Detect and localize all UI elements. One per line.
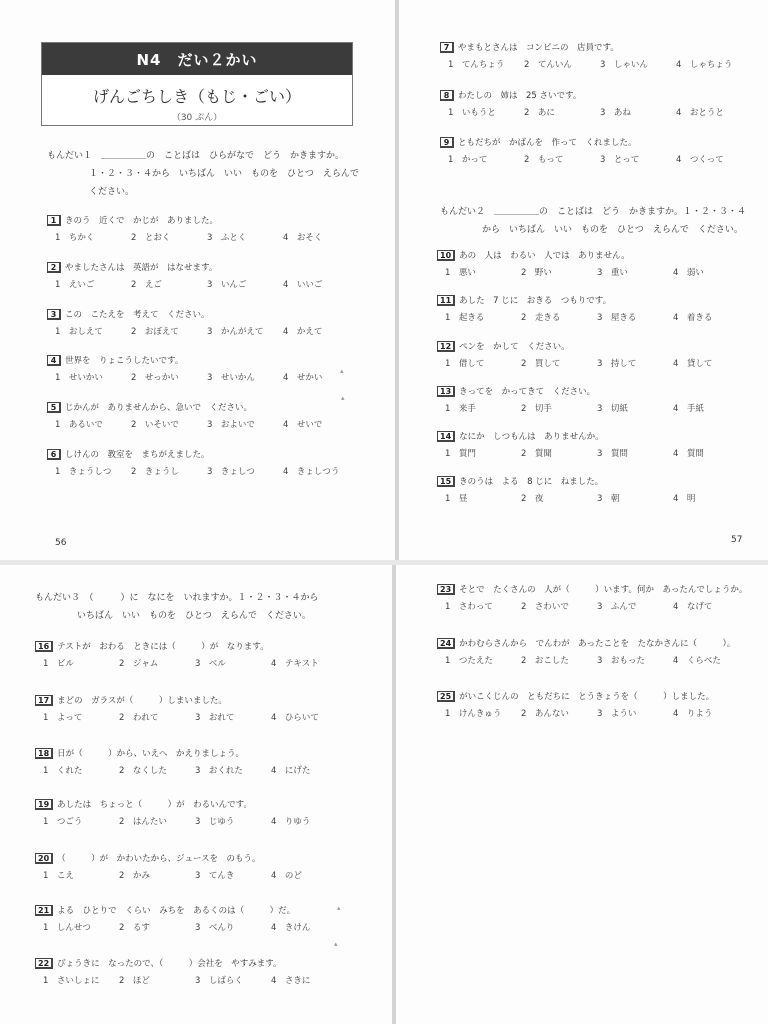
question-number: 12 (437, 341, 455, 352)
answer-option[interactable]: 2 かみ (119, 871, 150, 881)
page-number-right: 57 (731, 535, 743, 545)
question-20 (35, 851, 302, 882)
question-12 (437, 339, 713, 370)
answer-option[interactable]: 4 おとうと (676, 108, 724, 118)
answer-option[interactable]: 3 てんき (195, 871, 235, 881)
scan-seam (0, 560, 768, 565)
answer-option[interactable]: 2 おこした (521, 656, 569, 666)
answer-option[interactable]: 4 のど (271, 871, 302, 881)
question-text: 日が（ ）から、いえへ かえりましょう。 (57, 749, 244, 759)
answer-option[interactable]: 2 せっかい (131, 373, 179, 383)
question-line (47, 260, 217, 274)
question-number: 17 (35, 695, 53, 706)
answer-option[interactable]: 1 よって (43, 713, 83, 723)
instruction-text: （ ）に なにを いれますか。１・２・３・４から (89, 593, 319, 603)
question-21 (35, 903, 311, 934)
answer-options (440, 153, 724, 166)
answer-option[interactable]: 4 テキスト (271, 659, 319, 669)
question-text: しけんの 教室を まちがえました。 (65, 450, 210, 460)
question-text: がいこくじんの ともだちに とうきょうを（ ）しました。 (459, 692, 715, 702)
answer-options (437, 266, 704, 279)
question-number: 24 (437, 638, 455, 649)
question-5 (47, 400, 323, 431)
question-number: 10 (437, 250, 455, 261)
answer-option[interactable]: 1 昼 (445, 494, 468, 504)
answer-option[interactable]: 2 野い (521, 268, 552, 278)
answer-options (437, 600, 747, 613)
answer-option[interactable]: 4 ひらいて (271, 713, 319, 723)
question-13 (437, 384, 704, 415)
question-17 (35, 693, 319, 724)
question-text: よる ひとりで くらい みちを あるくのは（ ）だ。 (57, 906, 296, 916)
answer-option[interactable]: 1 てんちょう (448, 60, 505, 70)
answer-option[interactable]: 2 てんいん (524, 60, 572, 70)
question-line (47, 400, 252, 414)
answer-options (35, 657, 319, 670)
answer-option[interactable]: 2 切手 (521, 404, 552, 414)
question-text: やまもとさんは コンビニの 店員です。 (458, 43, 619, 53)
answer-option[interactable]: 4 せいで (283, 420, 323, 430)
answer-options (35, 869, 302, 882)
answer-option[interactable]: 2 あんない (521, 709, 569, 719)
answer-option[interactable]: 1 つごう (43, 817, 83, 827)
answer-option[interactable]: 3 せいかん (207, 373, 255, 383)
question-text: なにか しつもんは ありませんか。 (459, 432, 604, 442)
answer-option[interactable]: 3 ふんで (597, 602, 637, 612)
question-text: きのう 近くで かじが ありました。 (65, 216, 219, 226)
answer-option[interactable]: 1 ビル (43, 659, 74, 669)
answer-option[interactable]: 2 るす (119, 923, 150, 933)
answer-options (437, 402, 704, 415)
question-text: あした 7 じに おきる つもりです。 (459, 296, 612, 306)
question-10 (437, 248, 704, 279)
answer-option[interactable]: 3 ようい (597, 709, 637, 719)
answer-option[interactable]: 1 しんせつ (43, 923, 91, 933)
page-right-bottom (396, 565, 768, 1024)
answer-option[interactable]: 2 きょうし (131, 467, 179, 477)
answer-option[interactable]: 4 手紙 (673, 404, 704, 414)
answer-option[interactable]: 1 けんきゅう (445, 709, 502, 719)
question-line (437, 293, 611, 307)
question-line (437, 474, 603, 488)
answer-option[interactable]: 2 もって (524, 155, 564, 165)
answer-option[interactable]: 4 さきに (271, 976, 311, 986)
answer-option[interactable]: 4 にげた (271, 766, 311, 776)
instruction-text: １・２・３・４から いちばん いい ものを ひとつ えらんで (89, 169, 359, 179)
answer-options (47, 278, 323, 291)
answer-options (35, 764, 311, 777)
answer-option[interactable]: 2 おぼえて (131, 327, 179, 337)
answer-options (437, 357, 713, 370)
answer-option[interactable]: 1 さいしょに (43, 976, 100, 986)
answer-options (437, 492, 696, 505)
answer-option[interactable]: 2 夜 (521, 494, 544, 504)
answer-options (440, 106, 724, 119)
answer-options (47, 371, 323, 384)
test-section-title: げんごちしき（もじ・ごい） (92, 87, 301, 106)
answer-option[interactable]: 3 ふとく (207, 233, 247, 243)
question-text: まどの ガラスが（ ）しまいました。 (57, 696, 227, 706)
question-line (35, 746, 244, 760)
answer-option[interactable]: 4 おそく (283, 233, 323, 243)
test-title-box (41, 42, 353, 126)
question-25 (437, 689, 714, 720)
answer-option[interactable]: 1 ちかく (55, 233, 95, 243)
instruction-text: ＿＿＿＿＿の ことばは どう かきますか。１・２・３・４ (494, 207, 747, 217)
answer-option[interactable]: 3 屋きる (597, 313, 637, 323)
answer-options (437, 311, 713, 324)
answer-option[interactable]: 1 せいかい (55, 373, 103, 383)
question-8 (440, 88, 724, 119)
question-line (35, 903, 295, 917)
scan-mark: ▴ (340, 367, 344, 375)
answer-option[interactable]: 1 質門 (445, 449, 476, 459)
answer-options (35, 815, 311, 828)
question-9 (440, 135, 724, 166)
answer-options (47, 465, 340, 478)
test-time-limit: （30 ぷん） (171, 113, 223, 123)
answer-option[interactable]: 2 あに (524, 108, 555, 118)
question-text: この こたえを 考えて ください。 (65, 310, 210, 320)
answer-option[interactable]: 3 おくれた (195, 766, 243, 776)
answer-option[interactable]: 4 かえて (283, 327, 323, 337)
question-line (440, 88, 581, 102)
question-number: 23 (437, 584, 455, 595)
answer-options (437, 707, 714, 720)
answer-options (47, 325, 323, 338)
question-line (440, 40, 619, 54)
question-line (47, 307, 210, 321)
question-24 (437, 636, 735, 667)
answer-option[interactable]: 3 質問 (597, 449, 628, 459)
answer-option[interactable]: 3 持して (597, 359, 637, 369)
answer-option[interactable]: 1 いもうと (448, 108, 496, 118)
question-line (35, 797, 252, 811)
mondai3-instructions (35, 589, 319, 625)
instruction-text: ＿＿＿＿＿の ことばは ひらがなで どう かきますか。 (101, 151, 345, 161)
answer-options (440, 58, 733, 71)
answer-option[interactable]: 2 買して (521, 359, 561, 369)
question-19 (35, 797, 311, 828)
answer-options (35, 921, 311, 934)
answer-option[interactable]: 3 およいで (207, 420, 255, 430)
question-2 (47, 260, 323, 291)
question-text: ペンを かして ください。 (459, 342, 570, 352)
answer-option[interactable]: 3 とって (600, 155, 640, 165)
answer-option[interactable]: 3 おれて (195, 713, 235, 723)
question-text: きってを かってきて ください。 (459, 387, 596, 397)
question-14 (437, 429, 704, 460)
question-number: 18 (35, 748, 53, 759)
question-line (35, 851, 261, 865)
question-1 (47, 213, 323, 244)
answer-option[interactable]: 3 べんり (195, 923, 235, 933)
answer-option[interactable]: 4 くらべた (673, 656, 721, 666)
question-text: そとで たくさんの 人が（ ）います。何か あったんでしょうか。 (459, 585, 748, 595)
question-6 (47, 447, 340, 478)
question-number: 1 (47, 215, 61, 226)
answer-option[interactable]: 3 かんがえて (207, 327, 264, 337)
question-text: やましたさんは 英語が はなせます。 (65, 263, 218, 273)
answer-option[interactable]: 3 おもった (597, 656, 645, 666)
answer-option[interactable]: 1 あるいで (55, 420, 103, 430)
question-line (47, 353, 183, 367)
question-text: びょうきに なったので、（ ）会社を やすみます。 (57, 959, 282, 969)
answer-option[interactable]: 4 明 (673, 494, 696, 504)
answer-option[interactable]: 3 しばらく (195, 976, 243, 986)
book-gutter (392, 565, 396, 1024)
question-text: テストが おわる ときには（ ）が なります。 (57, 642, 269, 652)
answer-options (437, 447, 704, 460)
mondai1-instructions (47, 147, 359, 201)
answer-option[interactable]: 1 つたえた (445, 656, 493, 666)
question-number: 6 (47, 449, 61, 460)
scan-mark: ▴ (337, 904, 341, 912)
question-number: 15 (437, 476, 455, 487)
question-text: （ ）が かわいたから、ジュースを のもう。 (57, 854, 261, 864)
instruction-text: ください。 (89, 187, 135, 197)
question-number: 4 (47, 355, 61, 366)
answer-option[interactable]: 2 えご (131, 280, 162, 290)
question-line (437, 582, 747, 596)
answer-option[interactable]: 1 来手 (445, 404, 476, 414)
question-number: 9 (440, 137, 454, 148)
book-gutter (395, 0, 399, 560)
question-text: 世界を りょこうしたいです。 (65, 356, 184, 366)
answer-option[interactable]: 3 ベル (195, 659, 226, 669)
answer-option[interactable]: 3 あね (600, 108, 631, 118)
mondai-label: もんだい２ (440, 207, 486, 217)
answer-option[interactable]: 1 こえ (43, 871, 74, 881)
answer-option[interactable]: 4 りゆう (271, 817, 311, 827)
mondai-label: もんだい３ (35, 593, 81, 603)
answer-option[interactable]: 2 なくした (119, 766, 167, 776)
question-text: きのうは よる 8 じに ねました。 (459, 477, 604, 487)
answer-option[interactable]: 3 朝 (597, 494, 620, 504)
question-text: あの 人は わるい 人では ありません。 (459, 251, 630, 261)
answer-option[interactable]: 3 じゆう (195, 817, 235, 827)
question-3 (47, 307, 323, 338)
question-number: 5 (47, 402, 61, 413)
question-4 (47, 353, 323, 384)
question-line (47, 447, 210, 461)
answer-option[interactable]: 4 きょしつう (283, 467, 340, 477)
question-number: 22 (35, 958, 53, 969)
question-number: 16 (35, 641, 53, 652)
answer-option[interactable]: 1 借して (445, 359, 485, 369)
answer-option[interactable]: 3 きょしつ (207, 467, 255, 477)
answer-option[interactable]: 4 きけん (271, 923, 311, 933)
answer-option[interactable]: 2 走きる (521, 313, 561, 323)
answer-option[interactable]: 4 質間 (673, 449, 704, 459)
question-number: 2 (47, 262, 61, 273)
question-18 (35, 746, 311, 777)
answer-option[interactable]: 2 われて (119, 713, 159, 723)
answer-option[interactable]: 3 重い (597, 268, 628, 278)
question-number: 7 (440, 42, 454, 53)
answer-option[interactable]: 1 さわって (445, 602, 493, 612)
question-line (47, 213, 218, 227)
answer-option[interactable]: 4 しゃちょう (676, 60, 733, 70)
question-22 (35, 956, 311, 987)
answer-option[interactable]: 3 切紙 (597, 404, 628, 414)
question-number: 3 (47, 309, 61, 320)
question-line (437, 689, 714, 703)
question-line (437, 248, 630, 262)
question-line (35, 639, 269, 653)
question-16 (35, 639, 319, 670)
answer-option[interactable]: 1 きょうしつ (55, 467, 112, 477)
answer-option[interactable]: 4 なげて (673, 602, 713, 612)
question-number: 20 (35, 853, 53, 864)
answer-option[interactable]: 2 質聞 (521, 449, 552, 459)
question-number: 25 (437, 691, 455, 702)
answer-option[interactable]: 4 せかい (283, 373, 323, 383)
test-level-title: N4 だい２かい (42, 43, 352, 75)
answer-option[interactable]: 4 つくって (676, 155, 724, 165)
question-line (35, 693, 227, 707)
answer-option[interactable]: 1 おしえて (55, 327, 103, 337)
answer-option[interactable]: 2 ジャム (119, 659, 159, 669)
mondai2-instructions (440, 203, 746, 239)
mondai-label: もんだい１ (47, 151, 93, 161)
answer-option[interactable]: 1 くれた (43, 766, 83, 776)
answer-option[interactable]: 2 さわいで (521, 602, 569, 612)
answer-option[interactable]: 1 悪い (445, 268, 476, 278)
question-line (437, 339, 570, 353)
answer-options (47, 418, 323, 431)
question-number: 13 (437, 386, 455, 397)
answer-options (35, 974, 311, 987)
question-text: ともだちが かばんを 作って くれました。 (458, 138, 637, 148)
question-line (437, 384, 595, 398)
answer-option[interactable]: 2 とおく (131, 233, 171, 243)
answer-option[interactable]: 1 起きる (445, 313, 485, 323)
answer-option[interactable]: 4 いいご (283, 280, 323, 290)
question-15 (437, 474, 696, 505)
instruction-text: いちばん いい ものを ひとつ えらんで ください。 (77, 611, 311, 621)
answer-option[interactable]: 4 貸して (673, 359, 713, 369)
question-line (440, 135, 637, 149)
answer-option[interactable]: 4 りよう (673, 709, 713, 719)
question-line (437, 636, 735, 650)
question-number: 19 (35, 799, 53, 810)
question-number: 21 (35, 905, 53, 916)
question-23 (437, 582, 747, 613)
question-number: 11 (437, 295, 455, 306)
answer-option[interactable]: 4 弱い (673, 268, 704, 278)
question-line (35, 956, 282, 970)
answer-option[interactable]: 3 いんご (207, 280, 247, 290)
scan-mark: ▴ (334, 940, 338, 948)
question-text: あしたは ちょっと（ ）が わるいんです。 (57, 800, 252, 810)
answer-option[interactable]: 1 えいご (55, 280, 95, 290)
answer-options (35, 711, 319, 724)
answer-option[interactable]: 2 はんたい (119, 817, 167, 827)
answer-option[interactable]: 2 いそいで (131, 420, 179, 430)
answer-option[interactable]: 2 ほど (119, 976, 150, 986)
page-number-left: 56 (55, 538, 67, 548)
answer-option[interactable]: 4 着きる (673, 313, 713, 323)
answer-option[interactable]: 1 かって (448, 155, 488, 165)
question-text: わたしの 姉は 25 さいです。 (458, 91, 582, 101)
question-7 (440, 40, 733, 71)
question-text: じかんが ありませんから、急いで ください。 (65, 403, 253, 413)
question-text: かわむらさんから でんわが あったことを たなかさんに（ ）。 (459, 639, 736, 649)
question-11 (437, 293, 713, 324)
question-number: 8 (440, 90, 454, 101)
answer-option[interactable]: 3 しゃいん (600, 60, 648, 70)
answer-options (437, 654, 735, 667)
scan-mark: ▴ (341, 394, 345, 402)
answer-options (47, 231, 323, 244)
question-line (437, 429, 604, 443)
instruction-text: から いちばん いい ものを ひとつ えらんで ください。 (482, 225, 743, 235)
question-number: 14 (437, 431, 455, 442)
